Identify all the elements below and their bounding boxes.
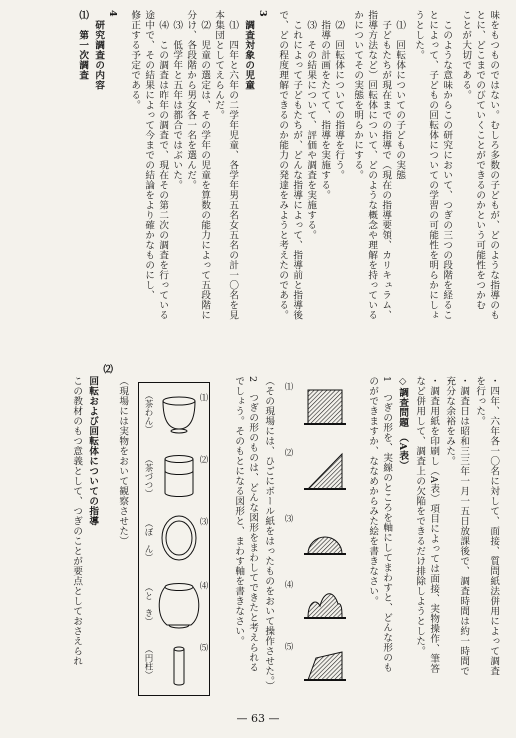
figure1-label-2: ⑵ [283, 448, 293, 457]
object-5-cylinder [174, 647, 184, 685]
figure2-caption-5: （円柱） [143, 645, 153, 679]
figure2-label-2: ⑵ [198, 455, 208, 464]
top-column-25 [128, 10, 141, 110]
text-line: 調査対象の児童 [243, 20, 255, 90]
object-3-tray [162, 516, 196, 560]
figure2-caption-2: （茶づつ） [143, 455, 153, 498]
top-column-4 [440, 20, 453, 320]
top-column-22 [170, 20, 183, 190]
section-heading-content [92, 20, 105, 90]
text-line: 分け、各段階から男女各一名を選んだ。 [185, 10, 197, 190]
text-line: ⑴ 回転体についての子どもの実態 [394, 20, 406, 180]
text-line: うとした。 [413, 10, 425, 60]
figure2-label-3: ⑶ [198, 517, 208, 526]
text-line: ◇調査問題 （A表） [397, 376, 409, 471]
text-line: など併用して、調査上の欠陥をできるだけ排除しようとした。 [414, 376, 426, 656]
text-line: とによって、子どもの回転体についての学習の可能性を明らかにしょ [427, 10, 439, 320]
bottom-column-r2 [473, 376, 486, 426]
top-column-24 [142, 10, 155, 300]
bottom-column-r9 [366, 376, 379, 606]
section-number-3 [256, 10, 269, 17]
text-line: かについてその実態を明らかにする。 [352, 10, 364, 180]
text-line: この教材のもつ意義として、つぎのことが要点としておさえられ [71, 376, 83, 666]
bottom-column-r7 [396, 376, 409, 470]
figure2-caption-1: （茶わん） [143, 391, 153, 434]
figure2-label-1: ⑴ [198, 393, 208, 402]
text-line: ⑴ 四年と六年の二学年児童、各学年男五名女五名の計一〇名を見 [227, 20, 239, 320]
text-line: 指導方法など）回転体について、どのような概念や理解を持っている [366, 10, 378, 320]
text-line: 味をもつものではない。むしろ多数の子どもが、どのような指導のも [488, 10, 500, 320]
shape-4-curved [304, 594, 346, 618]
shape-5-trapezoid [304, 652, 346, 680]
text-line: 回転および回転体についての指導 [87, 376, 99, 526]
text-line: 充分な余裕をみた。 [444, 376, 456, 466]
text-line: これによって子どもたちが、どんな指導によって、指導前と指導後 [291, 20, 303, 320]
page-number: — 63 — [236, 712, 280, 725]
bottom-column-r6 [413, 376, 426, 656]
text-line: ・調査用紙を印刷し（A表）項目によっては面接、実物操作、筆答 [428, 376, 440, 674]
top-column-3 [459, 10, 472, 100]
shape-3-semicircle [304, 537, 346, 554]
bottom-column-l7 [100, 364, 113, 374]
text-line: でしょう。そのもとになる図形と、まわす軸を書きなさい。 [233, 376, 245, 646]
shape-1-rectangle [304, 390, 346, 424]
bottom-column-r8 [380, 376, 393, 673]
top-column-10 [351, 10, 364, 180]
bottom-column-r4 [443, 376, 456, 466]
top-column-23 [156, 20, 169, 320]
figure2-caption-4: （と き） [143, 583, 153, 626]
top-column-19 [212, 10, 225, 120]
text-line: 修正する予定である。 [129, 10, 141, 110]
section-number-4 [106, 10, 119, 17]
top-column-9 [365, 10, 378, 320]
bottom-column-r3 [457, 376, 470, 676]
text-line: 研究調査の内容 [93, 20, 105, 90]
text-line: 2 つぎの形のものは、どんな図形をまわしてできたと考えられる [247, 376, 259, 673]
figure2-label-4: ⑷ [198, 581, 208, 590]
top-column-15 [276, 10, 289, 320]
text-line: （その現場には、ひごにボール紙をはったものをおいて操作させた。） [263, 376, 275, 692]
top-column-13 [304, 20, 317, 240]
text-line: ⑷ この調査は昨年の調査で、現在その第二次の調査を行っている [157, 20, 169, 320]
top-column-11 [332, 20, 345, 180]
top-column-18 [226, 20, 239, 320]
text-line: ⑵ 回転体についての指導を行う。 [333, 20, 345, 180]
text-line: 1 つぎの形を、実線のところを軸にしてまわすと、どんな形のも [381, 376, 393, 673]
figure-objects-box [138, 382, 210, 696]
text-line: 途中で、その結果によって今までの結論をより確かなものにし、 [143, 10, 155, 300]
top-column-7 [393, 20, 406, 180]
text-line: ・調査日は昭和三三年一月一五日放課後で、調査時間は約一時間で [458, 376, 470, 676]
figure1-label-3: ⑶ [283, 514, 293, 523]
text-line: を行った。 [474, 376, 486, 426]
text-line: ⑶ その結果について、評価や調査を実施する。 [305, 20, 317, 240]
top-column-21 [184, 10, 197, 190]
bottom-column-l4 [116, 376, 129, 546]
text-line: で、どの程度理解できるのか能力の発達をみようと考えたのである。 [277, 10, 289, 320]
top-column-14 [290, 20, 303, 320]
text-line: 指導の計画をたてて、指導を実施する。 [319, 20, 331, 200]
shape-2-triangle [304, 454, 346, 489]
bottom-column-l1 [262, 376, 275, 691]
bottom-column-l5 [86, 376, 99, 526]
object-2-tea-canister [165, 456, 193, 497]
bottom-column-l6 [70, 376, 83, 666]
figure2-label-5: ⑸ [198, 643, 208, 652]
text-line: とに、どこまでのびていくことができるのかという可能性をつかむ [474, 10, 486, 310]
figure-shapes-to-rotate [283, 376, 354, 694]
text-line: ⑶ 低学年と五年は都合ではぶいた。 [171, 20, 183, 190]
section-heading-subjects [242, 20, 255, 90]
top-column-6 [412, 10, 425, 60]
top-column-5 [426, 10, 439, 320]
figure1-label-5: ⑸ [283, 642, 293, 651]
top-column-2 [473, 10, 486, 310]
object-4-bowl [159, 584, 199, 629]
top-column-8 [379, 20, 392, 320]
text-line: 本集団としてえらんだ。 [213, 10, 225, 120]
text-line: このような意味からこの研究において、つぎの三つの段階を経るこ [441, 20, 453, 320]
top-column-1 [487, 10, 500, 320]
figure1-label-1: ⑴ [283, 382, 293, 391]
top-column-12 [318, 20, 331, 200]
text-line: （現場には実物をおいて観察させた） [117, 376, 129, 546]
text-line: ⑴ 第一次調査 [77, 10, 89, 80]
text-line: 4 [107, 10, 119, 18]
subsection-first-survey [76, 10, 89, 80]
text-line: ⑵ [101, 364, 113, 374]
text-line: ことが大切である。 [460, 10, 472, 100]
bottom-column-l3 [232, 376, 245, 646]
text-line: ・四年、六年各一〇名に対して、面接、質問紙法併用によって調査 [488, 376, 500, 676]
bottom-column-r1 [487, 376, 500, 676]
text-line: 子どもたちが現在までの指導で（現在の指導要領、カリキュラム、 [380, 20, 392, 320]
figure1-label-4: ⑷ [283, 580, 293, 589]
top-column-20 [198, 20, 211, 320]
figure2-caption-3: （ぼ ん） [143, 519, 153, 562]
text-line: 3 [257, 10, 269, 18]
bottom-column-r5 [427, 376, 440, 673]
text-line: のができますか、ななめからみた絵を書きなさい。 [367, 376, 379, 606]
text-line: ⑵ 児童の選定は、その学年の児童を算数の能力によって五段階に [199, 20, 211, 320]
object-1-teacup [163, 397, 195, 433]
bottom-column-l2 [246, 376, 259, 673]
